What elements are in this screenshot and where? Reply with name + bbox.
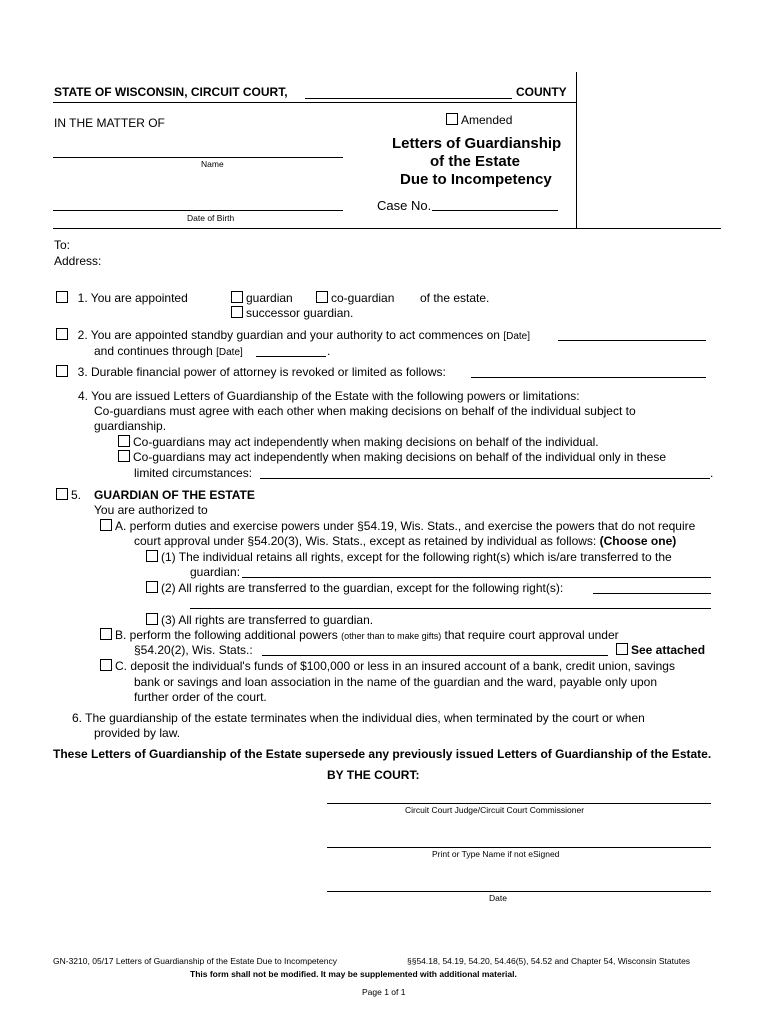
item5-title: GUARDIAN OF THE ESTATE [94,488,255,502]
item4-option2-label: Co-guardians may act independently when making decisions on behalf of the individual only in these [133,450,666,464]
judge-caption: Circuit Court Judge/Circuit Court Commissioner [405,805,585,815]
coguardian-label: co-guardian [331,291,395,305]
header-vertical-rule [576,72,577,228]
item5-2-field[interactable] [593,593,711,594]
item5-1-label: (1) The individual retains all rights, except for the following right(s) which is/are transferred to the [161,550,672,564]
item4-option1-label: Co-guardians may act independently when making decisions on behalf of the individual. [133,435,599,449]
item5-b-field[interactable] [262,655,608,656]
guardian-checkbox[interactable] [231,291,243,303]
item5-1-checkbox[interactable] [146,550,158,562]
item4-line-a: 4. You are issued Letters of Guardianship of the Estate with the following powers or limitations: [78,389,580,403]
item5-c-checkbox[interactable] [100,659,112,671]
header-bottom-rule [53,228,721,229]
judge-signature-line[interactable] [327,803,711,804]
item5-2-label: (2) All rights are transferred to the guardian, except for the following right(s): [161,581,564,595]
item5-c-line3: further order of the court. [134,690,267,704]
title-line-3: Due to Incompetency [400,171,552,188]
item2-continues [94,344,243,358]
successor-label: successor guardian. [246,306,354,320]
page-number: Page 1 of 1 [362,987,406,997]
item3-label: 3. Durable financial power of attorney is revoked or limited as follows: [77,365,446,379]
print-name-line[interactable] [327,847,711,848]
item5-3-checkbox[interactable] [146,613,158,625]
item5-a-label: A. perform duties and exercise powers under §54.19, Wis. Stats., and exercise the powers that do not require [115,519,696,533]
see-attached-label: See attached [631,643,706,657]
amended-label: Amended [461,113,513,127]
supersede-statement: These Letters of Guardianship of the Estate supersede any previously issued Letters of Guardianship of the Estate. [53,747,712,761]
item5-3-label: (3) All rights are transferred to guardian. [161,613,374,627]
item2-date-hint-2: [Date] [216,347,243,358]
item5-b-line2: §54.20(2), Wis. Stats.: [134,643,253,657]
name-caption: Name [201,159,224,169]
amended-option[interactable] [446,113,512,127]
item4-limited-field[interactable] [260,478,710,479]
date-caption: Date [489,893,507,903]
county-label: COUNTY [516,85,567,99]
guardian-label: guardian [246,291,293,305]
item5-1-guardian: guardian: [190,565,241,579]
period: . [327,344,331,358]
item2-continues-label: and continues through [94,344,213,358]
successor-checkbox[interactable] [231,306,243,318]
name-field[interactable] [53,157,343,158]
item5-a-row[interactable] [100,519,695,533]
title-line-1: Letters of Guardianship [392,135,562,152]
item5-a-line2-text: court approval under §54.20(3), Wis. Stats., except as retained by individual as follows: [134,534,597,548]
item5-b-label: B. perform the following additional powers [115,628,338,642]
item5-a-line2 [134,534,676,548]
dob-caption: Date of Birth [187,213,235,223]
coguardian-checkbox[interactable] [316,291,328,303]
guardian-option[interactable] [231,291,293,305]
item5-c-row[interactable] [100,659,675,673]
date-line[interactable] [327,891,711,892]
court-label: STATE OF WISCONSIN, CIRCUIT COURT, [54,85,288,99]
statutes: §§54.18, 54.19, 54.20, 54.46(5), 54.52 and Chapter 54, Wisconsin Statutes [407,956,691,966]
item5-b-row[interactable] [100,628,619,642]
item5-a-checkbox[interactable] [100,519,112,531]
item5-b-checkbox[interactable] [100,628,112,640]
item3-field[interactable] [471,377,706,378]
item5-authorized: You are authorized to [94,503,208,517]
case-no-field[interactable] [432,210,558,211]
item5-b-label-2: that require court approval under [444,628,619,642]
item4-line-b: Co-guardians must agree with each other when making decisions on behalf of the individual subject to [94,404,636,418]
item4-option2b: limited circumstances: [134,466,253,480]
item5-2-row[interactable] [146,581,563,595]
see-attached-checkbox[interactable] [616,643,628,655]
item3-checkbox[interactable] [56,365,68,377]
form-id: GN-3210, 05/17 Letters of Guardianship of the Estate Due to Incompetency [53,956,337,966]
item1-label: 1. You are appointed [77,291,188,305]
item6-line-b: provided by law. [94,726,181,740]
item5-checkbox[interactable] [56,488,68,500]
item2-label: 2. You are appointed standby guardian and your authority to act commences on [77,328,500,342]
item2-row [56,328,530,342]
item5-2-field-2[interactable] [190,608,711,609]
item6-line-a: 6. The guardianship of the estate terminates when the individual dies, when terminated by the court or when [72,711,645,725]
item4-option1[interactable] [118,435,599,449]
item2-end-date-field[interactable] [256,356,326,357]
item5-b-note: (other than to make gifts) [341,631,442,641]
item5-number: 5. [71,488,82,502]
item4-option1-checkbox[interactable] [118,435,130,447]
successor-option[interactable] [231,306,353,320]
to-label: To: [54,238,71,252]
item1-row [56,291,188,305]
header-rule [53,102,576,103]
coguardian-option[interactable] [316,291,394,305]
case-no-label: Case No. [377,198,432,213]
item1-checkbox[interactable] [56,291,68,303]
amended-checkbox[interactable] [446,113,458,125]
address-label: Address: [54,254,102,268]
modification-notice: This form shall not be modified. It may be supplemented with additional material. [190,969,517,979]
by-the-court: BY THE COURT: [327,768,420,782]
print-name-caption: Print or Type Name if not eSigned [432,849,560,859]
in-matter-label: IN THE MATTER OF [54,116,165,130]
dob-field[interactable] [53,210,343,211]
item5-3-row[interactable] [146,613,373,627]
item5-1-row[interactable] [146,550,672,564]
item5-1-field[interactable] [242,577,711,578]
choose-one: (Choose one) [599,534,677,548]
item1-estate: of the estate. [420,291,490,305]
item5-c-line2: bank or savings and loan association in the name of the guardian and the ward, payable only upon [134,675,658,689]
item2-checkbox[interactable] [56,328,68,340]
item5-2-checkbox[interactable] [146,581,158,593]
item4-option2[interactable] [118,450,666,464]
county-blank[interactable] [305,98,512,99]
item4-line-c: guardianship. [94,419,167,433]
period: . [710,466,714,480]
item5-row [56,488,81,502]
item5-c-label: C. deposit the individual's funds of $100,000 or less in an insured account of a bank, credit union, savings [115,659,675,673]
see-attached-option[interactable] [616,643,705,657]
item3-row [56,365,446,379]
title-line-2: of the Estate [430,153,521,170]
item2-date-hint: [Date] [503,331,530,342]
item4-option2-checkbox[interactable] [118,450,130,462]
item2-start-date-field[interactable] [558,340,706,341]
